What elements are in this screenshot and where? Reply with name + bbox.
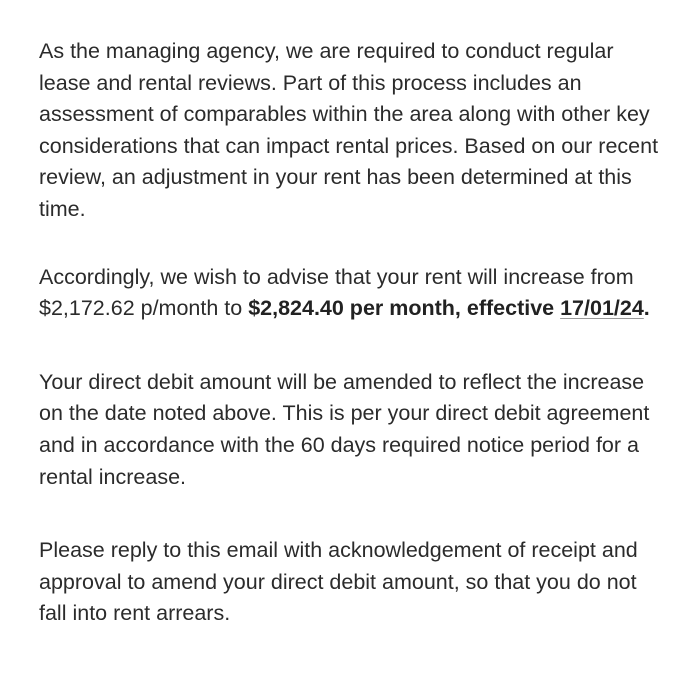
rent-increase-intro: Accordingly, we wish to advise that your rent will increase from $2,172.62 p/month to: [39, 264, 634, 321]
email-body: [39, 36, 689, 630]
new-rent-amount: $2,824.40 per month,: [248, 296, 461, 321]
effective-label: effective: [466, 296, 561, 321]
paragraph-lease-review: As the managing agency, we are required to conduct regular lease and rental reviews. Part of this process includes an assessment of comparables within the area along with other key considerations that can impact rental prices. Based on our recent review, an adjustment in your rent has been determined at this time.: [39, 39, 659, 221]
paragraph-reply-request: Please reply to this email with acknowledgement of receipt and approval to amend your direct debit amount, so that you do not fall into rent arrears.: [39, 538, 638, 626]
paragraph-direct-debit: Your direct debit amount will be amended to reflect the increase on the date noted above. This is per your direct debit agreement and in accordance with the 60 days required notice period for a rental increase.: [39, 369, 650, 489]
effective-date-link[interactable]: 17/01/24: [560, 296, 644, 321]
effective-date-period: .: [643, 296, 650, 321]
paragraph-rent-increase: [39, 262, 669, 325]
